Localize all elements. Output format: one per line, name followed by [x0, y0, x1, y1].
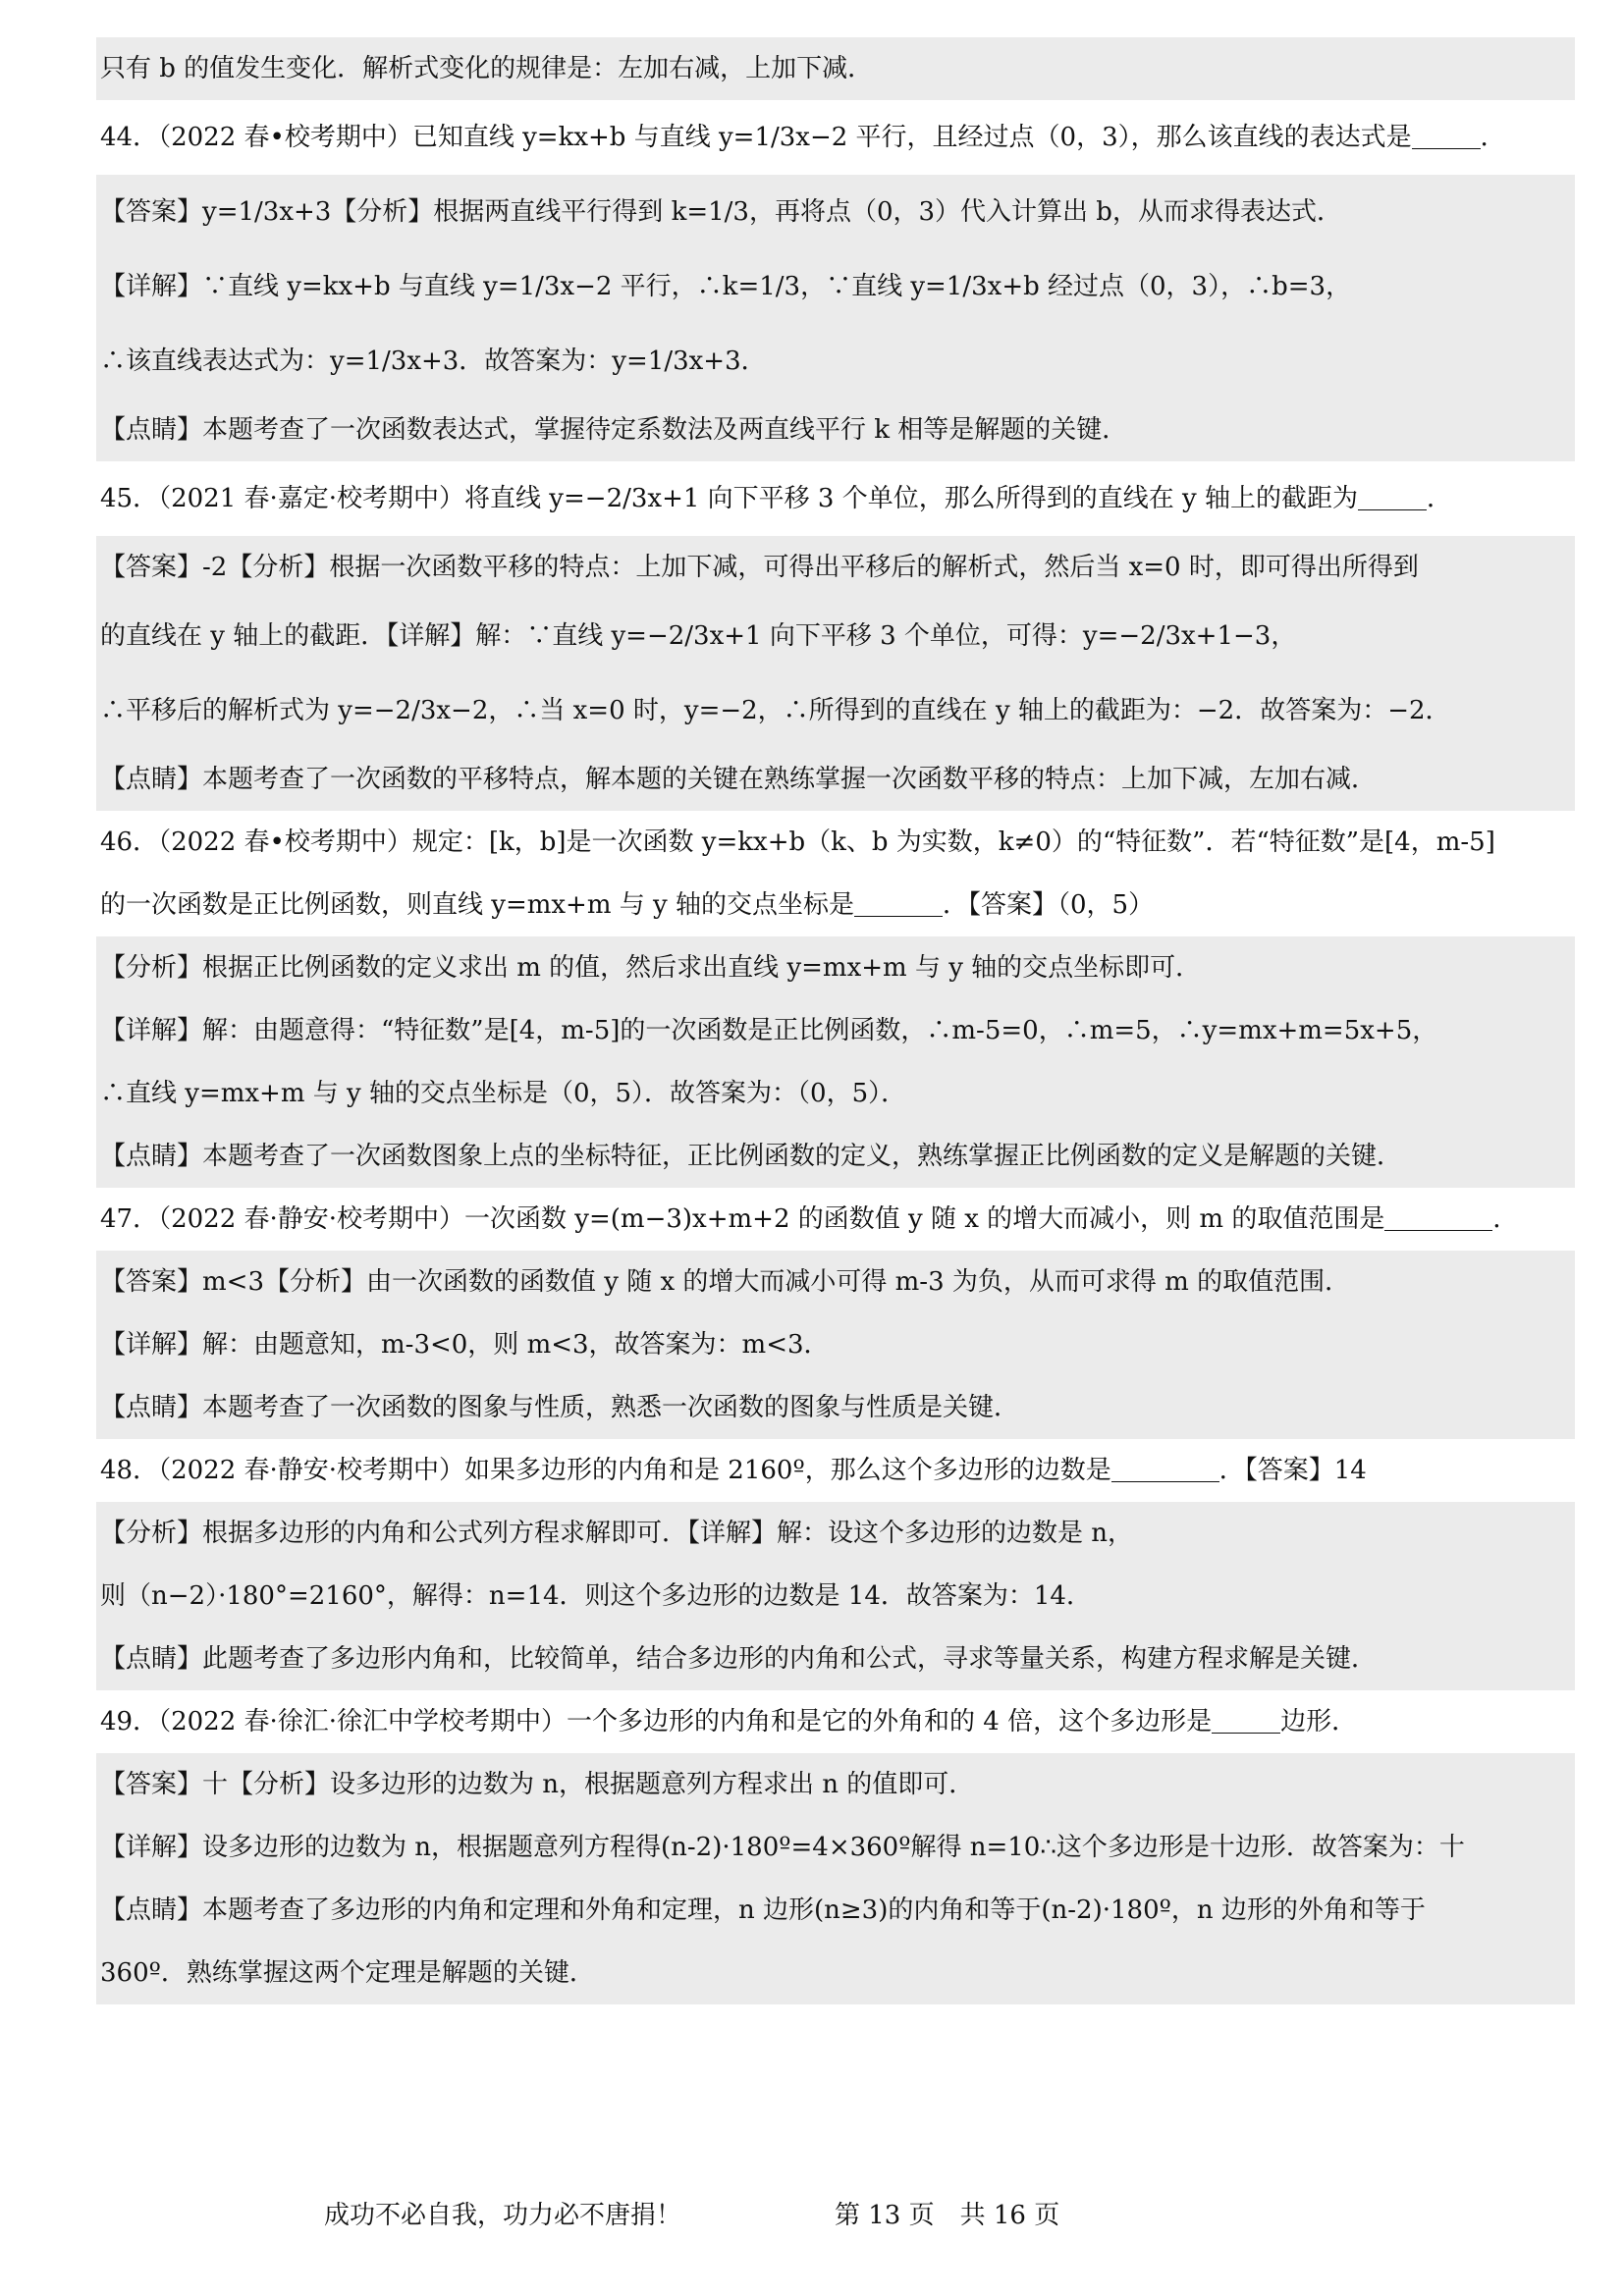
answer-line: 【答案】十【分析】设多边形的边数为 n，根据题意列方程求出 n 的值即可． — [96, 1753, 1575, 1816]
question-46-cont: 的一次函数是正比例函数，则直线 y=mx+m 与 y 轴的交点坐标是 ．【答案】（0，5） — [96, 874, 1575, 936]
answer-line: 【答案】m<3【分析】由一次函数的函数值 y 随 x 的增大而减小可得 m-3 为负，从而可求得 m 的取值范围． — [96, 1251, 1575, 1313]
detail-line: ∴该直线表达式为：y=1/3x+3．故答案为：y=1/3x+3． — [96, 324, 1575, 399]
answer-line: 【答案】-2【分析】根据一次函数平移的特点：上加下减，可得出平移后的解析式，然后当 x=0 时，即可得出所得到 — [96, 536, 1575, 599]
question-46: 46．（2022 春•校考期中）规定：[k，b]是一次函数 y=kx+b（k、b 为实数，k≠0）的“特征数”．若“特征数”是[4，m-5] — [100, 828, 1495, 857]
detail-line: 【详解】解：由题意知，m-3<0，则 m<3，故答案为：m<3． — [96, 1313, 1575, 1376]
detail-line: 【详解】解：由题意得：“特征数”是[4，m-5]的一次函数是正比例函数，∴m-5=0，∴m=5，∴y=mx+m=5x+5， — [96, 999, 1575, 1062]
detail-line: 【详解】设多边形的边数为 n，根据题意列方程得(n-2)·180º=4×360º解得 n=10∴这个多边形是十边形．故答案为：十 — [96, 1816, 1575, 1879]
answer-blank — [854, 886, 943, 917]
question-49: 49．（2022 春·徐汇·徐汇中学校考期中）一个多边形的内角和是它的外角和的 4 倍，这个多边形是 边形． — [96, 1690, 1575, 1753]
document-body — [96, 37, 1575, 2004]
comment-line: 【点睛】本题考查了一次函数的图象与性质，熟悉一次函数的图象与性质是关键． — [96, 1376, 1575, 1439]
answer-blank — [1111, 1452, 1219, 1482]
detail-line: ∴平移后的解析式为 y=−2/3x−2，∴当 x=0 时，y=−2，∴所得到的直线在 y 轴上的截距为：−2．故答案为：−2． — [96, 673, 1575, 748]
comment-line: 【点睛】本题考查了一次函数表达式，掌握待定系数法及两直线平行 k 相等是解题的关键． — [96, 399, 1575, 461]
detail-line: 【详解】∵直线 y=kx+b 与直线 y=1/3x−2 平行，∴k=1/3，∵直线 y=1/3x+b 经过点（0，3），∴b=3， — [96, 249, 1575, 324]
comment-line: 360º．熟练掌握这两个定理是解题的关键． — [96, 1942, 1575, 2004]
detail-line: ∴直线 y=mx+m 与 y 轴的交点坐标是（0，5）．故答案为：（0，5）． — [96, 1062, 1575, 1125]
question-45: 45．（2021 春·嘉定·校考期中）将直线 y=−2/3x+1 向下平移 3 个单位，那么所得到的直线在 y 轴上的截距为 ． — [96, 461, 1575, 536]
answer-blank — [1358, 480, 1427, 510]
analysis-line: 【分析】根据正比例函数的定义求出 m 的值，然后求出直线 y=mx+m 与 y 轴的交点坐标即可． — [96, 936, 1575, 999]
comment-line: 【点睛】本题考查了多边形的内角和定理和外角和定理，n 边形(n≥3)的内角和等于(n-2)·180º，n 边形的外角和等于 — [96, 1879, 1575, 1942]
answer-blank — [1384, 1201, 1492, 1231]
question-44: 44．（2022 春•校考期中）已知直线 y=kx+b 与直线 y=1/3x−2 平行，且经过点（0，3），那么该直线的表达式是 ． — [96, 100, 1575, 175]
answer-line: 【答案】y=1/3x+3【分析】根据两直线平行得到 k=1/3，再将点（0，3）代入计算出 b，从而求得表达式． — [96, 175, 1575, 249]
detail-line: 则（n−2）·180°=2160°，解得：n=14．则这个多边形的边数是 14．故答案为：14． — [96, 1565, 1575, 1628]
footer-motto: 成功不必自我，功力必不唐捐！ — [324, 2201, 682, 2230]
comment-line: 【点睛】此题考查了多边形内角和，比较简单，结合多边形的内角和公式，寻求等量关系，构建方程求解是关键． — [96, 1628, 1575, 1690]
page-footer — [0, 2195, 1624, 2234]
question-47: 47．（2022 春·静安·校考期中）一次函数 y=(m−3)x+m+2 的函数值 y 随 x 的增大而减小，则 m 的取值范围是 ． — [96, 1188, 1575, 1251]
question-48: 48．（2022 春·静安·校考期中）如果多边形的内角和是 2160º，那么这个多边形的边数是 ．【答案】14 — [96, 1439, 1575, 1502]
answer-blank — [1412, 119, 1481, 149]
detail-line: 的直线在 y 轴上的截距．【详解】解：∵直线 y=−2/3x+1 向下平移 3 个单位，可得：y=−2/3x+1−3， — [96, 599, 1575, 673]
text-line: 只有 b 的值发生变化．解析式变化的规律是：左加右减，上加下减． — [96, 37, 1575, 100]
comment-line: 【点睛】本题考查了一次函数的平移特点，解本题的关键在熟练掌握一次函数平移的特点：上加下减，左加右减． — [96, 748, 1575, 811]
page-number: 第 13 页 共 16 页 — [835, 2201, 1060, 2230]
analysis-line: 【分析】根据多边形的内角和公式列方程求解即可．【详解】解：设这个多边形的边数是 n， — [96, 1502, 1575, 1565]
comment-line: 【点睛】本题考查了一次函数图象上点的坐标特征，正比例函数的定义，熟练掌握正比例函数的定义是解题的关键． — [96, 1125, 1575, 1188]
answer-blank — [1212, 1703, 1280, 1734]
